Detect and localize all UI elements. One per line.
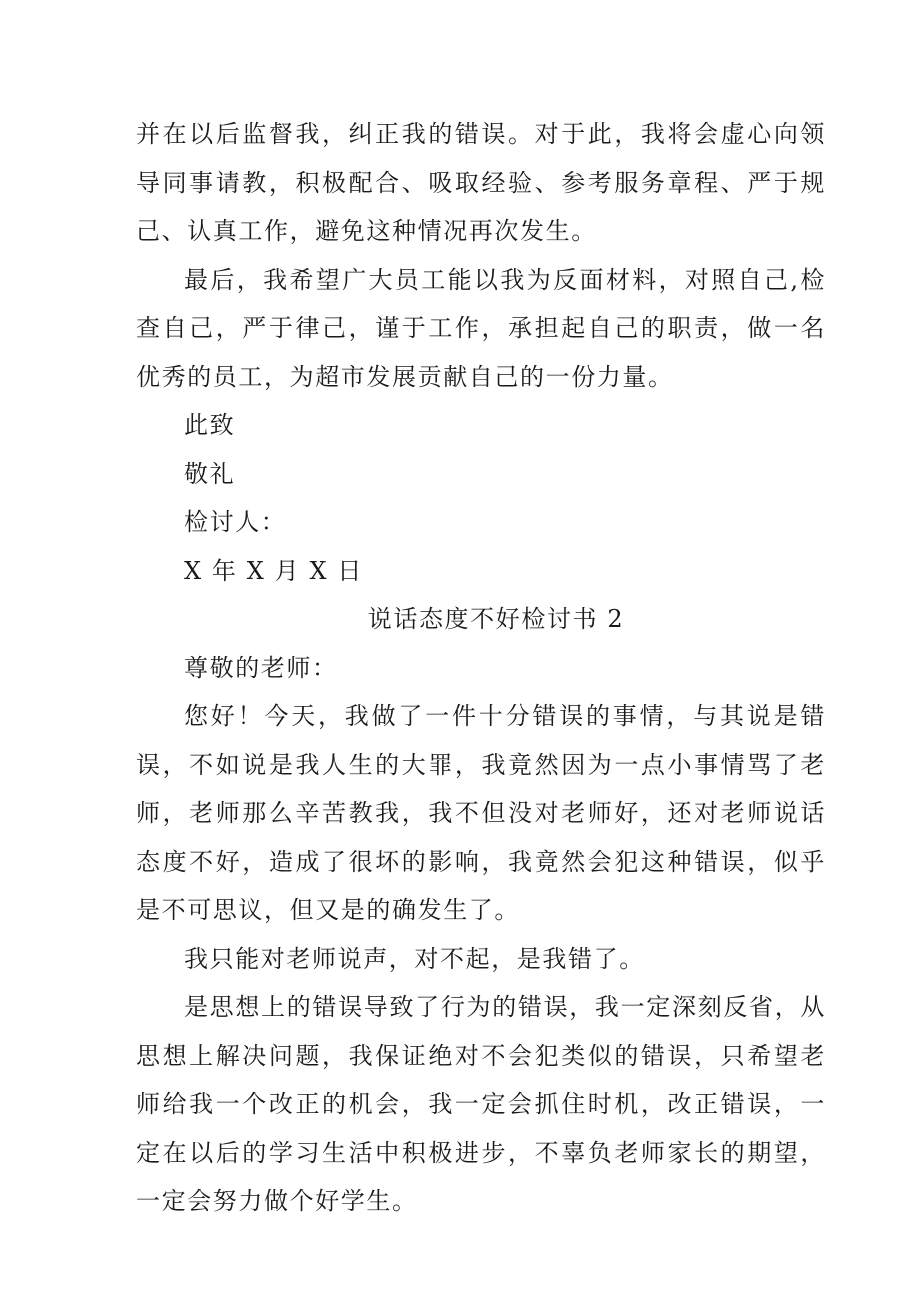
signer-line: 检讨人： [184,508,287,536]
paragraph-continued: 并在以后监督我，纠正我的错误。对于此，我将会虚心向领导同事请教，积极配合、吸取经验、参考服务章程、严于规己、认真工作，避免这种情况再次发生。 [136,120,826,245]
date-line: X 年 X 月 X 日 [184,556,364,585]
paragraph-finally: 最后，我希望广大员工能以我为反面材料，对照自己,检查自己，严于律己，谨于工作，承担起自己的职责，做一名优秀的员工，为超市发展贡献自己的一份力量。 [136,265,826,391]
paragraph-reflection: 是思想上的错误导致了行为的错误，我一定深刻反省，从思想上解决问题，我保证绝对不会犯类似的错误，只希望老师给我一个改正的机会，我一定会抓住时机，改正错误，一定在以后的学习生活中积极进步，不辜负老师家长的期望，一定会努力做个好学生。 [136,993,826,1215]
section-title: 说话态度不好检讨书 2 [367,605,625,633]
paragraph-apology: 您好！今天，我做了一件十分错误的事情，与其说是错误，不如说是我人生的大罪，我竟然因为一点小事情骂了老师，老师那么辛苦教我，我不但没对老师好，还对老师说话态度不好，造成了很坏的影响，我竟然会犯这种错误，似乎是不可思议，但又是的确发生了。 [136,702,826,924]
closing-line-1: 此致 [184,411,236,439]
paragraph-sorry: 我只能对老师说声，对不起，是我错了。 [184,944,645,973]
salutation: 尊敬的老师： [184,653,338,682]
closing-line-2: 敬礼 [184,459,236,488]
document-body [136,110,826,1226]
